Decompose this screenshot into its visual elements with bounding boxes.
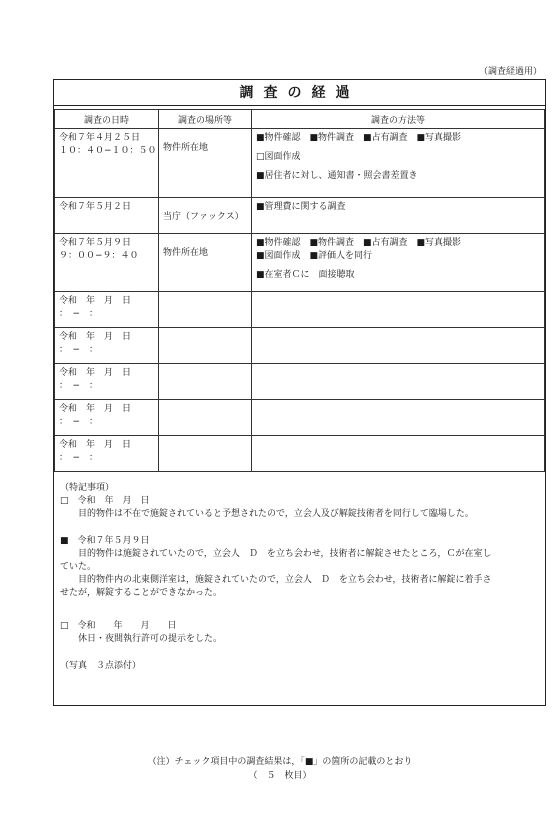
row-date: 令和 年 月 日: [59, 368, 132, 378]
row-method: ■在室者Ｃに 面接聴取: [256, 270, 355, 280]
row-method: ■管理費に関する調査: [256, 202, 346, 212]
table-row: [55, 198, 545, 234]
row-method: □図面作成: [256, 152, 301, 162]
header-place: 調査の場所等: [159, 110, 252, 129]
footer-line-1: （注）チェック項目中の調査結果は，「■」の箇所の記載のとおり: [147, 757, 413, 767]
row-date: 令和７年４月２５日: [59, 133, 141, 143]
row-date: 令和７年５月９日: [59, 238, 132, 248]
table-row: [55, 364, 545, 400]
header-date: 調査の日時: [55, 110, 159, 129]
form-title: 調査の経過: [54, 80, 545, 106]
header-method: 調査の方法等: [252, 110, 545, 129]
row-time: ９：００−９：４０: [59, 251, 139, 261]
row-method: ■物件確認 ■物件調査 ■占有調査 ■写真撮影: [256, 133, 462, 143]
row-date: 令和 年 月 日: [59, 404, 132, 414]
table-header-row: [55, 110, 545, 129]
note-2-head: ■ 令和７年５月９日: [60, 536, 150, 546]
photo-count: （写真 ３点添付）: [60, 661, 142, 671]
note-3-head: □ 令和 年 月 日: [60, 621, 177, 631]
row-time: ： − ：: [59, 417, 99, 427]
row-time: ： − ：: [59, 309, 99, 319]
note-2-body-2: 目的物件内の北東側洋室は，施錠されていたので，立会人 Ｄ を立ち会わせ，技術者に解錠に着手さ: [78, 575, 492, 585]
row-time: ： − ：: [59, 345, 99, 355]
special-notes: [54, 472, 545, 683]
row-method: ■居住者に対し、通知書・照会書差置き: [256, 171, 418, 181]
note-1-head: □ 令和 年 月 日: [60, 496, 150, 506]
row-date: 令和７年５月２日: [59, 202, 132, 212]
row-date: 令和 年 月 日: [59, 332, 132, 342]
investigation-form: [53, 79, 546, 706]
note-2-body-2-cont: せたが，解錠することができなかった。: [60, 588, 223, 598]
note-2-body: 目的物件は施錠されていたので，立会人 Ｄ を立ち会わせ，技術者に解錠させたところ，Ｃが在室し: [78, 549, 492, 559]
notes-heading: （特記事項）: [60, 483, 115, 493]
row-method: ■図面作成 ■評価人を同行: [256, 251, 373, 261]
row-time: １０：４０−１０：５０: [59, 146, 157, 156]
row-date: 令和 年 月 日: [59, 296, 132, 306]
table-row: [55, 129, 545, 198]
table-row: [55, 328, 545, 364]
note-2-body-cont: ていた。: [60, 562, 97, 572]
footer-note: [0, 755, 560, 783]
row-method: ■物件確認 ■物件調査 ■占有調査 ■写真撮影: [256, 238, 462, 248]
table-row: [55, 400, 545, 436]
row-place: 物件所在地: [163, 143, 209, 153]
note-3-body: 休日・夜間執行許可の提示をした。: [78, 634, 223, 644]
page-number: （ ５ 枚目）: [248, 771, 312, 781]
row-place: 当庁（ファックス）: [163, 212, 244, 222]
row-place: 物件所在地: [163, 248, 209, 258]
row-time: ： − ：: [59, 381, 99, 391]
note-1-body: 目的物件は不在で施錠されていると予想されたので，立会人及び解錠技術者を同行して臨場した。: [78, 509, 474, 519]
table-row: [55, 234, 545, 292]
table-row: [55, 436, 545, 472]
table-row: [55, 292, 545, 328]
page-label: （調査経過用）: [478, 67, 542, 77]
row-time: ： − ：: [59, 453, 99, 463]
row-date: 令和 年 月 日: [59, 440, 132, 450]
investigation-table: [54, 109, 545, 472]
